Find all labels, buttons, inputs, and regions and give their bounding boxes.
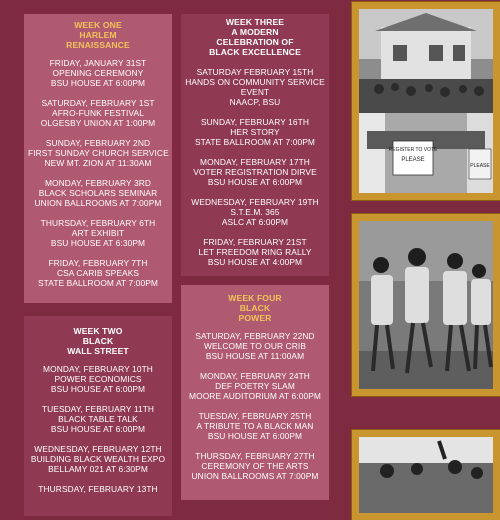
event-item: FRIDAY, FEBRUARY 21ST LET FREEDOM RING RALLY BSU HOUSE AT 4:00PM: [198, 237, 312, 267]
sign-register-to-vote: REGISTER TO VOTE: [388, 147, 438, 153]
photo-marching-women: [359, 221, 493, 389]
event-item: THURSDAY, FEBRUARY 13TH: [38, 484, 158, 494]
event-item: MONDAY, FEBRUARY 3RD BLACK SCHOLARS SEMINAR UNION BALLROOMS AT 7:00PM: [34, 178, 162, 208]
week-one-title: WEEK ONE HARLEM RENAISSANCE: [66, 20, 130, 50]
event-item: THURSDAY, FEBRUARY 27TH CEREMONY OF THE ARTS UNION BALLROOMS AT 7:00PM: [191, 451, 319, 481]
event-item: MONDAY, FEBRUARY 10TH POWER ECONOMICS BSU HOUSE AT 6:00PM: [43, 364, 153, 394]
event-item: SATURDAY, FEBRUARY 1ST AFRO-FUNK FESTIVAL OLGESBY UNION AT 1:00PM: [40, 98, 156, 128]
event-item: TUESDAY, FEBRUARY 11TH BLACK TABLE TALK BSU HOUSE AT 6:00PM: [41, 404, 155, 434]
event-item: FRIDAY, JANUARY 31ST OPENING CEREMONY BSU HOUSE AT 6:00PM: [49, 58, 147, 88]
event-item: MONDAY, FEBRUARY 17TH VOTER REGISTRATION DIRVE BSU HOUSE AT 6:00PM: [193, 157, 317, 187]
week-three-title: WEEK THREE A MODERN CELEBRATION OF BLACK EXCELLENCE: [209, 17, 301, 57]
photo-voter-registration: [359, 9, 493, 193]
event-item: WEDNESDAY, FEBRUARY 19TH S.T.E.M. 365 ASLC AT 6:00PM: [191, 197, 319, 227]
event-item: MONDAY, FEBRUARY 24TH DEF POETRY SLAM MOORE AUDITORIUM AT 6:00PM: [189, 371, 321, 401]
event-item: SATURDAY FEBRUARY 15TH HANDS ON COMMUNITY SERVICE EVENT NAACP, BSU: [185, 67, 325, 107]
event-item: TUESDAY, FEBRUARY 25TH A TRIBUTE TO A BLACK MAN BSU HOUSE AT 6:00PM: [196, 411, 314, 441]
week-two-title: WEEK TWO BLACK WALL STREET: [67, 326, 129, 356]
event-item: WEDNESDAY, FEBRUARY 12TH BUILDING BLACK WEALTH EXPO BELLAMY 021 AT 6:30PM: [30, 444, 166, 474]
column-weeks-three-four: [181, 0, 329, 500]
event-item: FRIDAY, FEBRUARY 7TH CSA CARIB SPEAKS STATE BALLROOM AT 7:00PM: [38, 258, 158, 288]
week-one-panel: [24, 14, 172, 303]
week-two-panel: [24, 316, 172, 516]
framed-photo-voter-registration: [352, 2, 500, 200]
framed-photo-marching-women: [352, 214, 500, 396]
week-four-title: WEEK FOUR BLACK POWER: [228, 293, 282, 323]
column-weeks-one-two: [24, 0, 172, 500]
framed-photo-rally: [352, 430, 500, 520]
photo-column: [352, 0, 500, 500]
event-item: SUNDAY, FEBRUARY 16TH HER STORY STATE BALLROOM AT 7:00PM: [195, 117, 315, 147]
week-three-panel: [181, 14, 329, 276]
event-item: SUNDAY, FEBRUARY 2ND FIRST SUNDAY CHURCH SERVICE NEW MT. ZION AT 11:30AM: [28, 138, 169, 168]
week-four-panel: [181, 285, 329, 500]
event-item: THURSDAY, FEBRUARY 6TH ART EXHIBIT BSU HOUSE AT 6:30PM: [40, 218, 156, 248]
photo-rally: [359, 437, 493, 513]
sign-please-1: PLEASE: [401, 157, 425, 163]
sign-please-2: PLEASE: [470, 163, 490, 169]
event-item: SATURDAY, FEBRUARY 22ND WELCOME TO OUR CRIB BSU HOUSE AT 11:00AM: [195, 331, 315, 361]
